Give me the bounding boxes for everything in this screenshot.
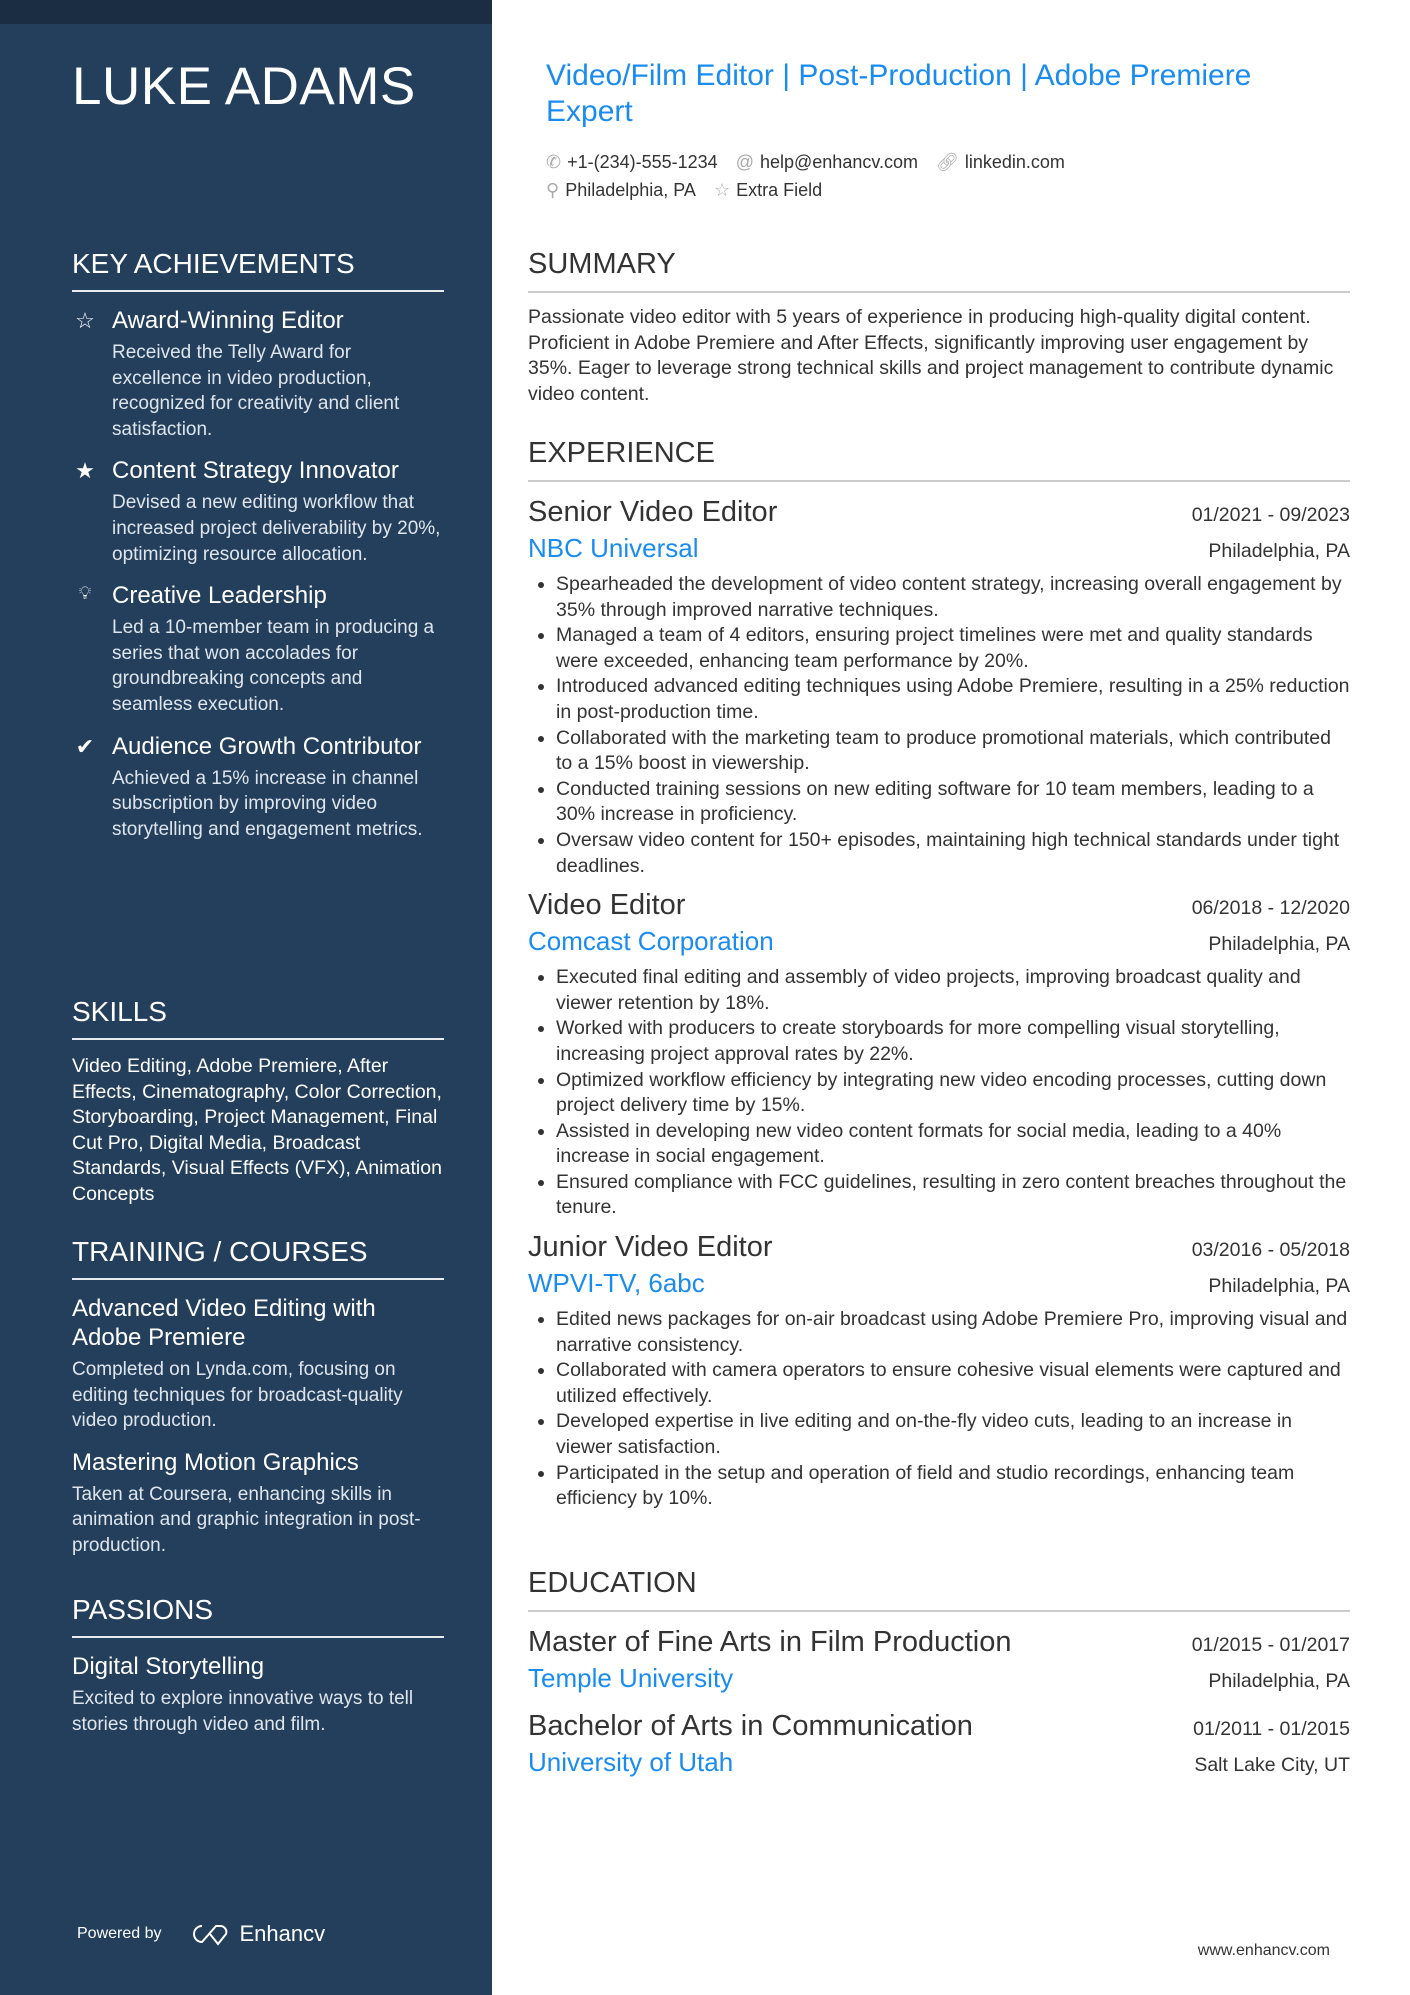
passion-title: Digital Storytelling <box>72 1653 265 1680</box>
school-name: University of Utah <box>528 1747 734 1777</box>
section-heading: EXPERIENCE <box>528 437 1350 482</box>
linkedin-text: linkedin.com <box>964 152 1065 172</box>
contact-extra <box>714 176 822 204</box>
contact-linkedin[interactable] <box>936 148 1065 176</box>
powered-by-label: Powered by <box>77 1925 162 1942</box>
bullet-item: • Developed expertise in live editing and on-the-fly video cuts, leading to an increase in viewer satisfaction. <box>556 1409 1350 1460</box>
achievement-desc: Devised a new editing workflow that increased project deliverability by 20%, optimizing resource allocation. <box>112 492 441 565</box>
skills-list: Video Editing, Adobe Premiere, After Effects, Cinematography, Color Correction, Storyboarding, Project Management, Final Cut Pro, Digital Media, Broadcast Standards, Visual Effects (VFX), Animation Concepts <box>72 1055 442 1205</box>
edu-location: Salt Lake City, UT <box>1194 1754 1350 1776</box>
bullet-item: • Oversaw video content for 150+ episodes, maintaining high technical standards under tight deadlines. <box>556 828 1350 879</box>
star-icon: ★ <box>75 458 95 484</box>
job-entry <box>528 494 1350 879</box>
edu-location: Philadelphia, PA <box>1208 1670 1350 1692</box>
section-heading: SKILLS <box>72 996 444 1040</box>
summary-section <box>528 248 1350 407</box>
job-title: Video Editor <box>528 889 686 922</box>
company-name: Comcast Corporation <box>528 926 774 957</box>
enhancv-logo[interactable] <box>188 1921 326 1947</box>
bullet-item: • Participated in the setup and operation of field and studio recordings, enhancing team efficiency by 10%. <box>556 1461 1350 1512</box>
phone-icon: ✆ <box>546 152 562 172</box>
section-heading: PASSIONS <box>72 1594 444 1638</box>
at-icon: @ <box>735 152 754 172</box>
section-heading: EDUCATION <box>528 1567 1350 1612</box>
check-icon: ✔ <box>75 733 95 759</box>
bullet-item: • Collaborated with the marketing team to produce promotional materials, which contributed to a 15% boost in viewership. <box>556 726 1350 777</box>
achievement-title: Creative Leadership <box>112 582 327 610</box>
bullet-item: • Edited news packages for on-air broadcast using Adobe Premiere Pro, improving visual and narrative consistency. <box>556 1307 1350 1358</box>
job-bullets <box>528 1307 1350 1512</box>
course-title: Advanced Video Editing with Adobe Premiere <box>72 1295 376 1351</box>
passions-section <box>72 1594 444 1751</box>
degree: Bachelor of Arts in Communication <box>528 1710 973 1742</box>
education-entry <box>528 1624 1350 1696</box>
job-bullets <box>528 965 1350 1221</box>
job-bullets <box>528 572 1350 879</box>
company-name: NBC Universal <box>528 533 699 563</box>
achievement-item <box>72 306 444 442</box>
job-location: Philadelphia, PA <box>1208 540 1350 562</box>
candidate-name: LUKE ADAMS <box>72 57 416 116</box>
job-dates: 06/2018 - 12/2020 <box>1191 897 1350 920</box>
job-dates: 03/2016 - 05/2018 <box>1191 1239 1350 1262</box>
phone-text: +1-(234)-555-1234 <box>567 152 718 172</box>
bullet-item: • Conducted training sessions on new editing software for 10 team members, leading to a 30% increase in proficiency. <box>556 777 1350 828</box>
passion-desc: Excited to explore innovative ways to tell stories through video and film. <box>72 1688 414 1735</box>
extra-text: Extra Field <box>736 180 823 200</box>
contact-phone[interactable] <box>546 148 718 176</box>
bullet-item: • Executed final editing and assembly of video projects, improving broadcast quality and viewer retention by 18%. <box>556 965 1350 1016</box>
section-heading: KEY ACHIEVEMENTS <box>72 248 444 292</box>
star-half-icon: ☆ <box>75 308 95 333</box>
achievement-title: Audience Growth Contributor <box>112 732 422 760</box>
course-desc: Completed on Lynda.com, focusing on editing techniques for broadcast-quality video production. <box>72 1359 403 1432</box>
bullet-item: • Collaborated with camera operators to ensure cohesive visual elements were captured and utilized effectively. <box>556 1358 1350 1409</box>
bullet-item: • Introduced advanced editing techniques using Adobe Premiere, resulting in a 25% reduction in post-production time. <box>556 674 1350 725</box>
section-heading: TRAINING / COURSES <box>72 1236 444 1280</box>
brand-name: Enhancv <box>239 1921 326 1946</box>
link-icon: 🔗︎ <box>936 152 959 172</box>
skills-section <box>72 996 444 1208</box>
contact-email[interactable] <box>736 148 918 176</box>
top-band <box>0 0 492 24</box>
edu-dates: 01/2011 - 01/2015 <box>1193 1718 1350 1740</box>
company-name: WPVI-TV, 6abc <box>528 1268 705 1299</box>
contact-info <box>546 148 1065 204</box>
education-entry <box>528 1708 1350 1780</box>
education-section <box>528 1567 1350 1792</box>
bullet-item: • Optimized workflow efficiency by integrating new video encoding processes, cutting down project delivery time by 15%. <box>556 1068 1350 1119</box>
contact-location <box>546 176 696 204</box>
training-section <box>72 1236 444 1573</box>
job-location: Philadelphia, PA <box>1208 1275 1350 1298</box>
achievement-item <box>72 581 444 717</box>
job-entry <box>528 887 1350 1221</box>
section-heading: SUMMARY <box>528 248 1350 293</box>
achievement-title: Content Strategy Innovator <box>112 457 399 485</box>
job-location: Philadelphia, PA <box>1208 933 1350 956</box>
job-title: Junior Video Editor <box>528 1231 773 1264</box>
achievement-desc: Received the Telly Award for excellence in video production, recognized for creativity and client satisfaction. <box>112 342 400 440</box>
star-outline-icon: ☆ <box>713 180 731 200</box>
edu-dates: 01/2015 - 01/2017 <box>1191 1634 1350 1656</box>
course-desc: Taken at Coursera, enhancing skills in animation and graphic integration in post-production. <box>72 1483 421 1556</box>
school-name: Temple University <box>528 1663 734 1693</box>
headline: Video/Film Editor | Post-Production | Adobe Premiere Expert <box>546 59 1252 128</box>
bullet-item: • Ensured compliance with FCC guidelines, resulting in zero content breaches throughout the tenure. <box>556 1170 1350 1221</box>
job-dates: 01/2021 - 09/2023 <box>1191 504 1350 526</box>
powered-by <box>77 1921 325 1947</box>
achievement-desc: Achieved a 15% increase in channel subscription by improving video storytelling and engagement metrics. <box>112 767 423 840</box>
job-title: Senior Video Editor <box>528 496 778 528</box>
achievement-desc: Led a 10-member team in producing a series that won accolades for groundbreaking concepts and seamless execution. <box>112 617 435 715</box>
experience-section <box>528 437 1350 1520</box>
bullet-item: • Spearheaded the development of video content strategy, increasing overall engagement by 35% through improved narrative techniques. <box>556 572 1350 623</box>
degree: Master of Fine Arts in Film Production <box>528 1626 1012 1658</box>
achievement-item <box>72 456 444 567</box>
location-pin-icon: ⚲ <box>546 180 560 200</box>
bullet-item: • Worked with producers to create storyboards for more compelling visual storytelling, increasing project approval rates by 22%. <box>556 1016 1350 1067</box>
sidebar <box>0 0 492 1995</box>
bullet-item: • Assisted in developing new video content formats for social media, leading to a 40% increase in social engagement. <box>556 1119 1350 1170</box>
enhancv-logo-icon <box>188 1922 232 1946</box>
bullet-item: • Managed a team of 4 editors, ensuring project timelines were met and quality standards were exceeded, enhancing team performance by 20%. <box>556 623 1350 674</box>
key-achievements-section <box>72 248 444 856</box>
achievement-title: Award-Winning Editor <box>112 307 344 334</box>
job-entry <box>528 1229 1350 1512</box>
footer-url[interactable]: www.enhancv.com <box>1197 1942 1330 1959</box>
lightbulb-icon: 💡︎ <box>78 583 92 604</box>
location-text: Philadelphia, PA <box>565 180 696 200</box>
summary-text: Passionate video editor with 5 years of experience in producing high-quality digital content. Proficient in Adobe Premiere and After Effects, significantly improving user engagement by 35%. Eager to leverage strong technical skills and project management to contribute dynamic video content. <box>528 306 1334 405</box>
course-title: Mastering Motion Graphics <box>72 1448 359 1476</box>
achievement-item <box>72 732 444 843</box>
email-text: help@enhancv.com <box>759 152 919 172</box>
